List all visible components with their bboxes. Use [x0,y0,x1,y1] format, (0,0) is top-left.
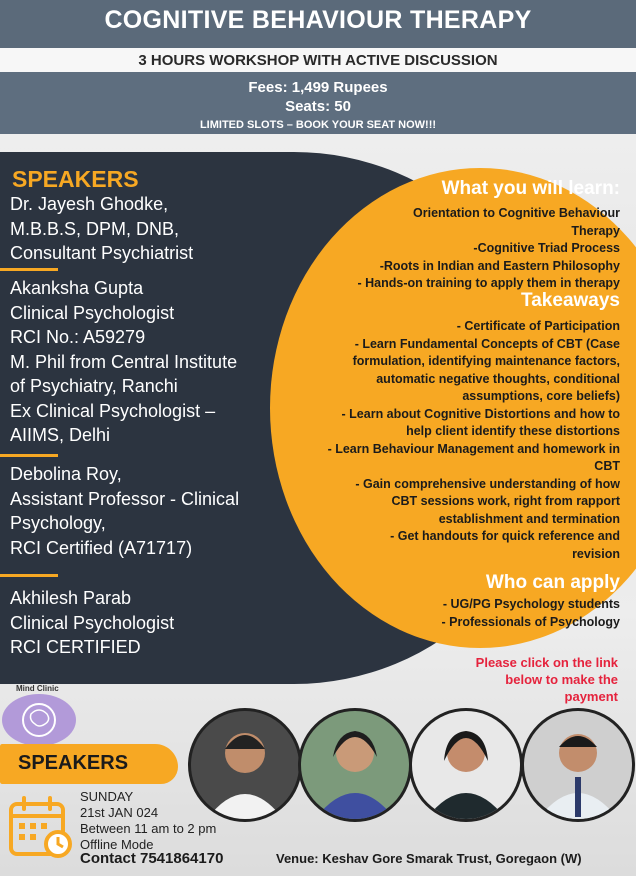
person-icon [412,711,520,819]
payment-note[interactable] [440,654,618,705]
event-day: SUNDAY [80,789,134,804]
takeaway-item: establishment and termination [438,511,620,526]
learn-item: -Roots in Indian and Eastern Philosophy [379,258,620,273]
speaker-3 [10,462,239,560]
page-subtitle: 3 HOURS WORKSHOP WITH ACTIVE DISCUSSION [138,52,498,69]
speaker-line: Consultant Psychiatrist [10,243,194,263]
speaker-divider [0,268,58,271]
who-list [280,596,620,631]
takeaway-item: - Learn Fundamental Concepts of CBT (Case [354,336,620,351]
learn-item: - Hands-on training to apply them in therapy [357,276,620,290]
speaker-line: Akanksha Gupta [10,278,144,298]
takeaway-item: CBT sessions work, right from rapport [391,494,620,508]
speaker-line: AIIMS, Delhi [10,425,111,445]
takeaway-item: - Gain comprehensive understanding of how [355,476,620,491]
person-icon [524,711,632,819]
speaker-divider [0,574,58,577]
takeaway-item: CBT [594,459,620,473]
person-icon [301,711,409,819]
who-item: - UG/PG Psychology students [442,597,620,611]
payment-line: below to make the [505,672,618,687]
person-icon [191,711,299,819]
speakers-heading: SPEAKERS [12,166,139,192]
who-item: - Professionals of Psychology [441,614,620,629]
speaker-photo-2 [298,708,412,822]
speaker-line: RCI No.: A59279 [10,327,146,347]
speaker-line: M.B.B.S, DPM, DNB, [10,218,180,239]
speaker-1 [10,192,193,266]
payment-line: Please click on the link [475,655,618,670]
takeaways-list [280,318,620,563]
logo-label: Mind Clinic [16,684,59,693]
fees-text: Fees: 1,499 Rupees [248,79,388,96]
speaker-line: Ex Clinical Psychologist – [10,400,216,421]
calendar-icon [8,796,74,860]
learn-list [280,205,620,293]
takeaway-item: assumptions, core beliefs) [462,389,620,403]
learn-heading: What you will learn: [441,178,620,199]
limited-slots-text: LIMITED SLOTS – BOOK YOUR SEAT NOW!!! [199,119,437,131]
speaker-photo-4 [521,708,635,822]
learn-item: Orientation to Cognitive Behaviour [413,206,620,220]
speaker-divider [0,454,58,457]
speakers-label: SPEAKERS [18,752,129,774]
seats-text: Seats: 50 [285,98,351,115]
takeaway-item: revision [572,546,620,561]
takeaway-item: - Certificate of Participation [456,319,620,333]
speaker-line: of Psychiatry, Ranchi [10,376,178,396]
learn-item: Therapy [571,223,620,238]
takeaway-item: - Learn about Cognitive Distortions and how to [341,406,620,421]
event-date: 21st JAN 024 [80,805,159,820]
speaker-photo-3 [409,708,523,822]
speaker-line: Assistant Professor - Clinical [10,488,240,509]
brain-icon [2,694,76,746]
who-heading: Who can apply [485,572,620,593]
speaker-2 [10,276,237,448]
page-title: COGNITIVE BEHAVIOUR THERAPY [104,6,532,34]
speaker-line: M. Phil from Central Institute [10,351,238,372]
speaker-4 [10,586,174,660]
venue-text: Venue: Keshav Gore Smarak Trust, Goregaon (W) [276,851,582,866]
speaker-line: Dr. Jayesh Ghodke, [10,194,169,214]
speaker-line: Clinical Psychologist [10,612,175,633]
takeaway-item: automatic negative thoughts, conditional [376,371,620,386]
contact-number[interactable]: Contact 7541864170 [80,850,224,867]
takeaways-heading: Takeaways [521,290,620,311]
mind-clinic-logo [2,694,76,746]
speaker-line: Akhilesh Parab [10,588,132,608]
speaker-line: Debolina Roy, [10,464,122,484]
payment-line: payment [564,689,618,704]
event-mode: Offline Mode [80,837,154,852]
event-time: Between 11 am to 2 pm [80,821,217,836]
speaker-line: Psychology, [10,513,106,533]
takeaway-item: - Learn Behaviour Management and homework in [327,441,620,456]
takeaway-item: formulation, identifying maintenance factors, [352,354,620,368]
learn-item: -Cognitive Triad Process [473,241,620,255]
takeaway-item: - Get handouts for quick reference and [390,529,620,543]
speaker-line: RCI Certified (A71717) [10,537,193,558]
takeaway-item: help client identify these distortions [406,424,620,438]
speaker-line: RCI CERTIFIED [10,637,141,657]
speaker-photo-1 [188,708,302,822]
speaker-line: Clinical Psychologist [10,302,175,323]
